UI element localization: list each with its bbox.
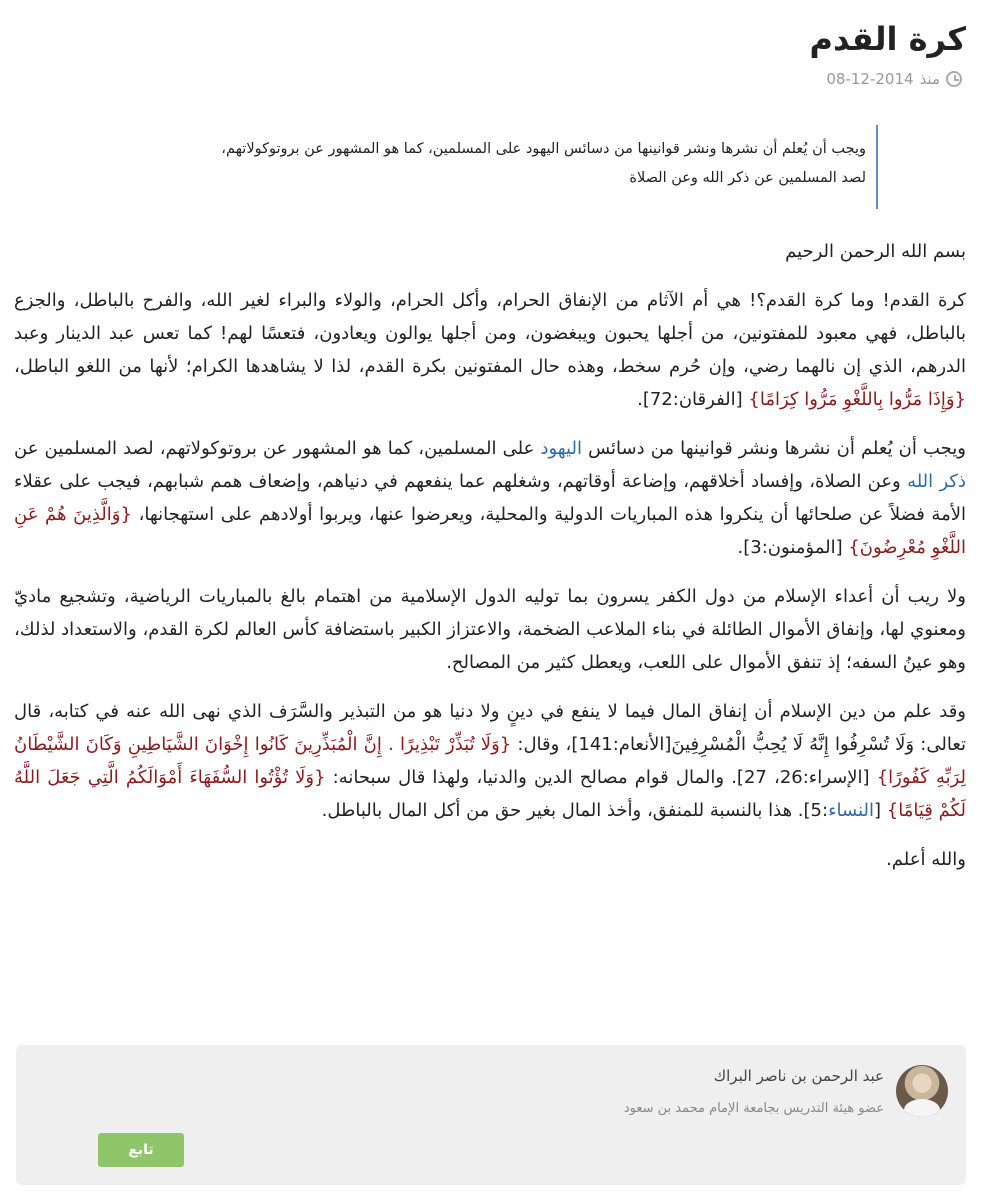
link-nisa[interactable]: النساء	[828, 800, 875, 821]
date-value: 08-12-2014	[826, 70, 914, 88]
date-prefix: منذ	[919, 70, 940, 88]
paragraph-text: ويجب أن يُعلم أن نشرها ونشر قوانينها من دسائس	[581, 438, 966, 459]
author-card	[16, 1045, 966, 1185]
author-role: عضو هيئة التدريس بجامعة الإمام محمد بن سعود	[623, 1101, 884, 1116]
paragraph-4	[14, 695, 966, 827]
paragraph-text: وعن الصلاة، وإفساد أخلاقهم، وإضاعة أوقاتهم، وشغلهم عما ينفعهم في دنياهم، وإضعاف همم شبابهم، فيجب على عقلاء الأمة فضلاً عن صلحائها أن ينكروا هذه المباريات الدولية والمحلية، ويعرضوا عنها، ويربوا أولادهم على استهجانها،	[14, 471, 966, 525]
follow-button[interactable]: تابع	[98, 1133, 184, 1167]
paragraph-text: [الإسراء:26، 27]. والمال قوام مصالح الدين والدنيا، ولهذا قال سبحانه:	[325, 767, 877, 788]
article-body	[14, 235, 966, 892]
paragraph-3: ولا ريب أن أعداء الإسلام من دول الكفر يسرون بما توليه الدول الإسلامية من اهتمام بالغ بالمباريات الرياضية، وتشجيع ماديّ ومعنوي لها، وإنفاق الأموال الطائلة في بناء الملاعب الضخمة، والاعتزاز الكبير باستضافة كأس العالم لكرة القدم، والاستعداد لذلك، وهو عينُ السفه؛ إذ تنفق الأموال على اللعب، ويعطل كثير من المصالح.	[14, 586, 966, 673]
author-name[interactable]: عبد الرحمن بن ناصر البراك	[713, 1067, 884, 1085]
quran-verse: {وَلَا تُؤْتُوا السُّفَهَاءَ أَمْوَالَكُمُ الَّتِي جَعَلَ اللَّهُ لَكُمْ قِيَامًا}	[14, 767, 966, 821]
paragraph-text: كرة القدم! وما كرة القدم؟! هي أم الآثام من الإنفاق الحرام، وأكل الحرام، والولاء والبراء لغير الله، والفرح بالباطل، والجزع بالباطل، فهي معبود للمفتونين، من أجلها يحبون ويبغضون، ومن أجلها يوالون ويعادون، فتعسًا لهم! كما تعس عبد الدينار وعبد الدرهم، الذي إن نالهما رضي، وإن حُرم سخط، وهذه حال المفتونين بكرة القدم، لذا لا يشاهدها الكرام؛ لأنها من اللغو الباطل،	[14, 290, 966, 377]
paragraph-text: على المسلمين، كما هو المشهور عن بروتوكولاتهم، لصد المسلمين عن	[14, 438, 541, 459]
quran-verse: {وَإِذَا مَرُّوا بِاللَّغْوِ مَرُّوا كِرَامًا}	[748, 389, 966, 410]
closing-line: والله أعلم.	[886, 849, 966, 870]
verse-reference: [الفرقان:72].	[637, 389, 749, 410]
paragraph-2	[14, 432, 966, 564]
link-dhikr[interactable]: ذكر الله	[907, 471, 966, 492]
paragraph-text: :5]. هذا بالنسبة للمنفق، وأخذ المال بغير حق من أكل المال بالباطل.	[321, 800, 829, 821]
paragraph-text: وقد علم من دين الإسلام أن إنفاق المال فيما لا ينفع في دينٍ ولا دنيا هو من التبذير والسَّرَف الذي نهى الله عنه في كتابه، قال تعالى: وَلَا تُسْرِفُوا إِنَّهُ لَا يُحِبُّ الْمُسْرِفِينَ[الأنعام:141]، وقال:	[14, 701, 967, 755]
quote-line: ويجب أن يُعلم أن نشرها ونشر قوانينها من دسائس اليهود على المسلمين، كما هو المشهور عن بروتوكولاتهم،	[221, 141, 866, 157]
clock-icon	[946, 71, 962, 87]
verse-reference: [المؤمنون:3].	[737, 537, 849, 558]
basmala: بسم الله الرحمن الرحيم	[785, 241, 966, 262]
paragraph-1	[14, 284, 966, 416]
paragraph-text: [	[874, 800, 887, 821]
quran-verse: {وَلَا تُبَذِّرْ تَبْذِيرًا . إِنَّ الْمُبَذِّرِينَ كَانُوا إِخْوَانَ الشَّيَاطِينِ وَكَانَ الشَّيْطَانُ لِرَبِّهِ كَفُورًا}	[14, 734, 967, 788]
page-title: كرة القدم	[809, 20, 966, 58]
link-jews[interactable]: اليهود	[540, 438, 582, 459]
quran-verse: {وَالَّذِينَ هُمْ عَنِ اللَّغْوِ مُعْرِضُونَ}	[14, 504, 966, 558]
publish-date	[826, 70, 962, 88]
avatar[interactable]	[896, 1065, 948, 1117]
pull-quote	[124, 125, 878, 209]
quote-line: لصد المسلمين عن ذكر الله وعن الصلاة	[629, 170, 866, 186]
